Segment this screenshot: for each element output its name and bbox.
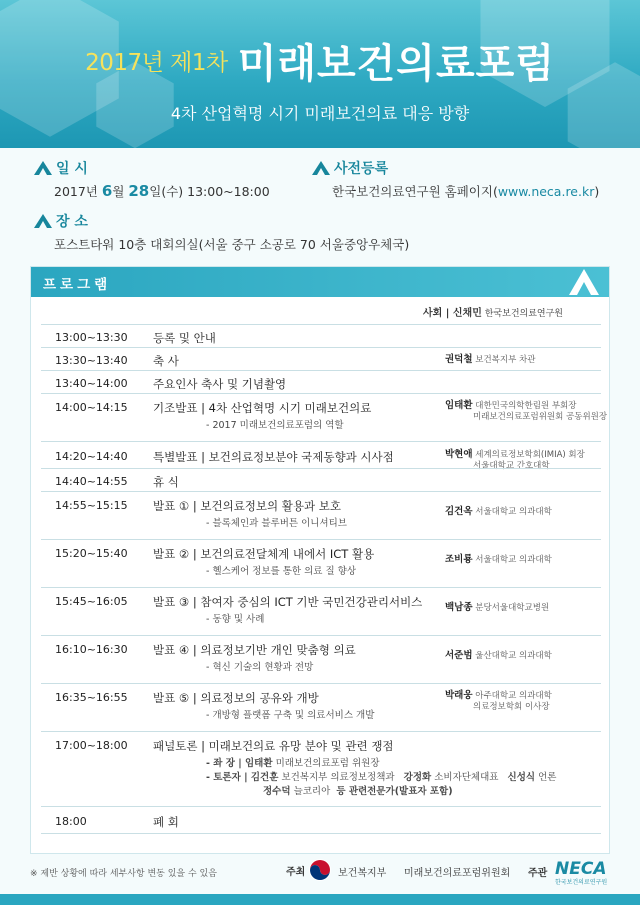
row-title: 발표 ⑤ | 의료정보의 공유와 개방 (153, 691, 319, 705)
row-speaker: 조비룡 서울대학교 의과대학 (445, 554, 552, 565)
table-row (41, 468, 601, 491)
organizer-label: 주관 (528, 868, 548, 879)
page-title (0, 32, 640, 89)
row-speaker: 임태환 대한민국의학한림원 부회장 미래보건의료포럼위원회 공동위원장 (445, 400, 608, 422)
row-time: 16:10~16:30 (55, 643, 128, 656)
row-time: 18:00 (55, 815, 87, 828)
row-speaker: 서준범 울산대학교 의과대학 (445, 650, 552, 661)
row-subtitle: - 블록체인과 블루버튼 이니셔티브 (206, 518, 347, 529)
venue-label: 장 소 (34, 211, 88, 231)
row-title: 등록 및 안내 (153, 331, 216, 345)
row-title: 휴 식 (153, 475, 179, 489)
row-time: 14:55~15:15 (55, 499, 128, 512)
row-subtitle: - 동향 및 사례 (206, 614, 265, 625)
row-title: 기조발표 | 4차 산업혁명 시기 미래보건의료 (153, 401, 372, 415)
row-time: 14:40~14:55 (55, 475, 128, 488)
row-subtitle: - 2017 미래보건의료포럼의 역할 (206, 420, 344, 431)
row-title: 특별발표 | 보건의료정보분야 국제동향과 시사점 (153, 450, 394, 464)
table-row (41, 806, 601, 834)
program-header (31, 267, 609, 297)
table-row (41, 441, 601, 471)
program-host: 사회 | 신채민 한국보건의료연구원 (422, 308, 563, 319)
row-time: 13:00~13:30 (55, 331, 128, 344)
row-time: 14:00~14:15 (55, 401, 128, 414)
table-row (41, 393, 608, 441)
registration-link[interactable]: www.neca.re.kr (497, 184, 595, 199)
government-emblem-icon (308, 858, 332, 882)
row-time: 17:00~18:00 (55, 739, 128, 752)
row-title: 폐 회 (153, 815, 179, 829)
table-row (41, 324, 601, 347)
title-year: 2017년 제1차 (85, 50, 228, 76)
event-info (0, 148, 640, 258)
row-subtitle: - 헬스케어 정보를 통한 의료 질 향상 (206, 566, 357, 577)
bottom-bar (0, 894, 640, 905)
table-row (41, 635, 601, 683)
row-title: 발표 ② | 보건의료전달체계 내에서 ICT 활용 (153, 547, 375, 561)
row-speaker: 박현애 세계의료정보학회(IMIA) 회장 서울대학교 간호대학 (445, 449, 585, 471)
row-title: 패널토론 | 미래보건의료 유망 분야 및 관련 쟁점 (153, 739, 394, 753)
row-time: 13:40~14:00 (55, 377, 128, 390)
row-title: 발표 ③ | 참여자 중심의 ICT 기반 국민건강관리서비스 (153, 595, 423, 609)
venue-value: 포스트타워 10층 대회의실(서울 중구 소공로 70 서울중앙우체국) (54, 237, 410, 252)
table-row (41, 370, 601, 393)
neca-subtitle: 한국보건의료연구원 (555, 879, 608, 886)
row-panelists: - 토론자 | 김건훈 보건복지부 의료정보정책과 강정화 소비자단체대표 신성식 언론 (206, 772, 557, 783)
program-box (30, 266, 610, 854)
row-time: 14:20~14:40 (55, 450, 128, 463)
row-time: 15:45~16:05 (55, 595, 128, 608)
table-row (41, 539, 601, 587)
forum-logo-icon (569, 269, 599, 295)
date-value: 2017년 6월 28일(수) 13:00~18:00 (54, 182, 270, 200)
row-panelists-2: 정수덕 늘코리아 등 관련전문가(발표자 포함) (263, 786, 453, 797)
row-title: 주요인사 축사 및 기념촬영 (153, 377, 287, 391)
date-label: 일 시 (34, 158, 88, 178)
committee-name: 미래보건의료포럼위원회 (404, 868, 511, 879)
row-speaker: 백남종 분당서울대학교병원 (445, 602, 550, 613)
host-org: 보건복지부 (338, 868, 387, 879)
program-table (41, 324, 608, 834)
header-banner (0, 0, 640, 148)
table-row (41, 731, 601, 806)
row-title: 축 사 (153, 354, 179, 368)
registration-value: 한국보건의료연구원 홈페이지(www.neca.re.kr) (332, 184, 600, 199)
forum-title: 미래보건의료포럼 (237, 41, 555, 87)
triangle-icon (312, 161, 330, 175)
row-speaker: 김건옥 서울대학교 의과대학 (445, 506, 552, 517)
row-title: 발표 ① | 보건의료정보의 활용과 보호 (153, 499, 341, 513)
host-label: 주최 (286, 867, 306, 878)
triangle-icon (34, 214, 52, 228)
row-title: 발표 ④ | 의료정보기반 개인 맞춤형 의료 (153, 643, 356, 657)
table-row (41, 491, 601, 539)
row-time: 15:20~15:40 (55, 547, 128, 560)
row-time: 13:30~13:40 (55, 354, 128, 367)
subtitle: 4차 산업혁명 시기 미래보건의료 대응 방향 (170, 104, 470, 123)
table-row (41, 587, 601, 635)
table-row (41, 347, 601, 370)
row-subtitle: - 혁신 기술의 현황과 전망 (206, 662, 314, 673)
row-subtitle: - 개방형 플랫폼 구축 및 의료서비스 개발 (206, 710, 375, 721)
registration-label: 사전등록 (312, 158, 388, 178)
triangle-icon (34, 161, 52, 175)
row-speaker: 권덕철 보건복지부 차관 (445, 354, 536, 365)
neca-logo: NECA (555, 859, 607, 879)
row-time: 16:35~16:55 (55, 691, 128, 704)
program-title: 프로그램 (43, 277, 112, 293)
row-chair: - 좌 장 | 임태환 미래보건의료포럼 위원장 (206, 758, 380, 769)
table-row (41, 683, 601, 731)
footnote: ※ 제반 상황에 따라 세부사항 변동 있을 수 있음 (30, 869, 217, 879)
row-speaker: 박래웅 아주대학교 의과대학 의료정보학회 이사장 (445, 690, 552, 712)
